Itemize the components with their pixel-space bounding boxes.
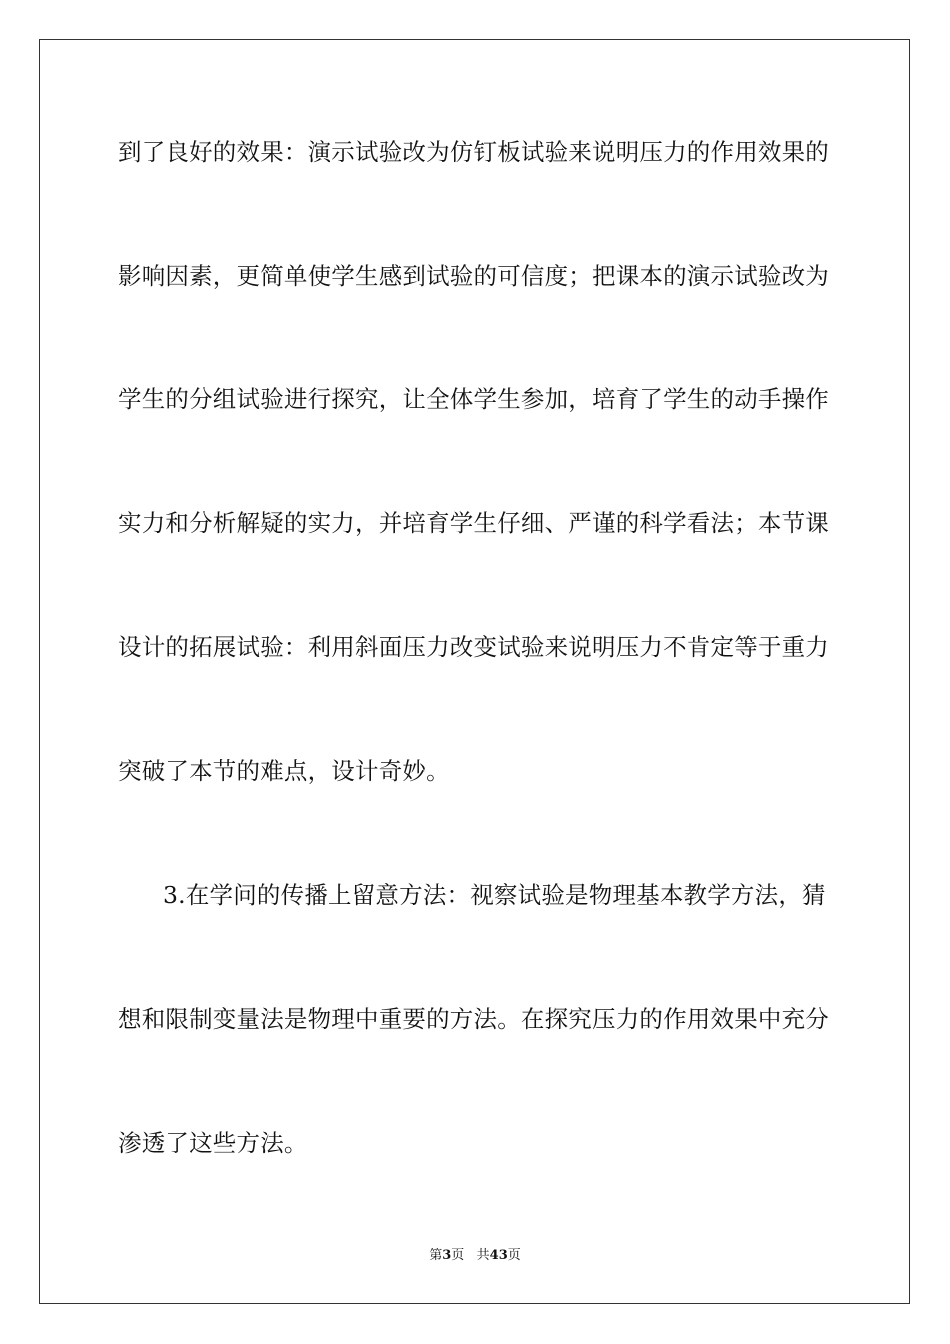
body-text-line-2: 影响因素，更简单使学生感到试验的可信度；把课本的演示试验改为 (118, 262, 829, 290)
body-text-line-4: 实力和分析解疑的实力，并培育学生仔细、严谨的科学看法；本节课 (118, 509, 829, 537)
page-mid: 页 共 (451, 1248, 490, 1263)
body-text-line-6: 突破了本节的难点，设计奇妙。 (118, 757, 450, 785)
page-border (39, 39, 910, 1304)
body-text-line-9: 渗透了这些方法。 (118, 1129, 308, 1157)
body-text-line-5: 设计的拓展试验：利用斜面压力改变试验来说明压力不肯定等于重力 (118, 633, 829, 661)
page-current: 3 (442, 1248, 452, 1263)
page-prefix: 第 (429, 1248, 443, 1263)
body-text-line-7: 3.在学问的传播上留意方法：视察试验是物理基本教学方法，猜 (163, 881, 826, 909)
page-total: 43 (489, 1248, 508, 1263)
body-text-line-3: 学生的分组试验进行探究，让全体学生参加，培育了学生的动手操作 (118, 385, 829, 413)
body-text-line-1: 到了良好的效果：演示试验改为仿钉板试验来说明压力的作用效果的 (118, 138, 829, 166)
body-text-line-8: 想和限制变量法是物理中重要的方法。在探究压力的作用效果中充分 (118, 1005, 829, 1033)
page-suffix: 页 (507, 1248, 521, 1263)
page-footer (0, 1248, 950, 1264)
